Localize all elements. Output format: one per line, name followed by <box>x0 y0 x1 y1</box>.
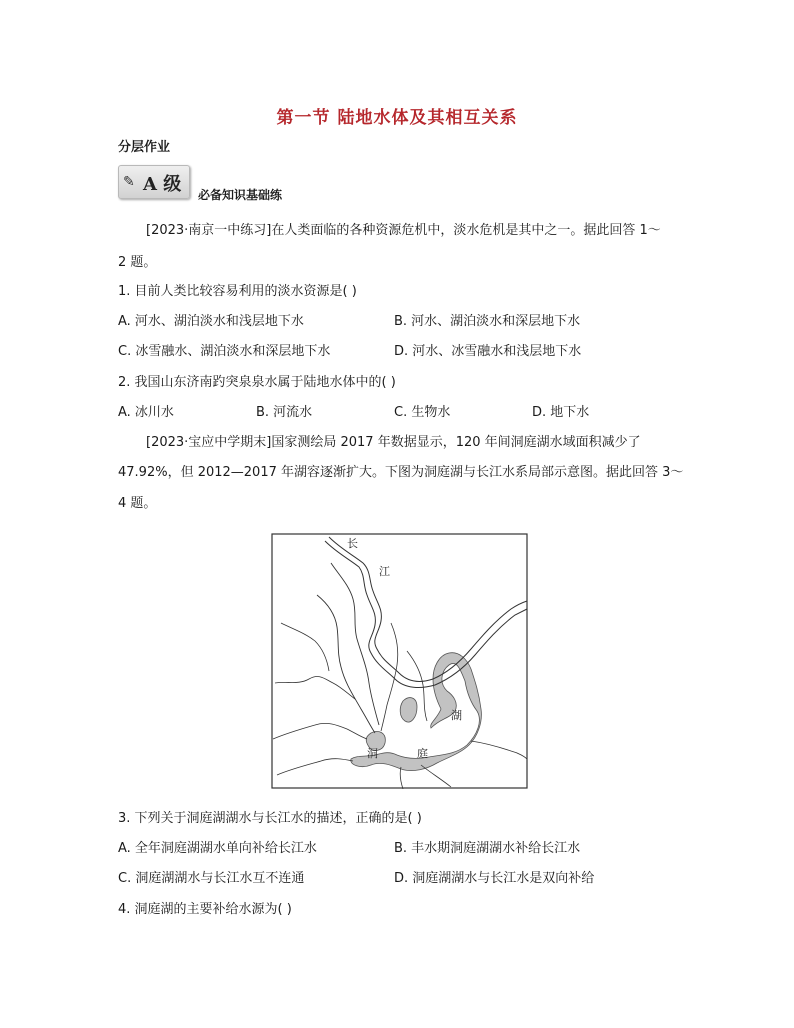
question-2-option-b[interactable]: B. 河流水 <box>256 405 313 420</box>
question-3-option-c[interactable]: C. 洞庭湖湖水与长江水互不连通 <box>118 871 305 886</box>
map-label-jiang: 江 <box>379 565 390 578</box>
page-title: 第一节 陆地水体及其相互关系 <box>276 108 518 128</box>
map-label-dong: 洞 <box>367 747 378 760</box>
question-4-stem: 4. 洞庭湖的主要补给水源为( ) <box>118 902 292 917</box>
map-label-chang: 长 <box>347 537 358 550</box>
map-label-hu: 湖 <box>451 709 462 722</box>
section-heading: 分层作业 <box>118 140 171 155</box>
question-2-stem: 2. 我国山东济南趵突泉泉水属于陆地水体中的( ) <box>118 375 396 390</box>
question-1-option-b[interactable]: B. 河水、湖泊淡水和深层地下水 <box>394 314 581 329</box>
question-3-option-a[interactable]: A. 全年洞庭湖湖水单向补给长江水 <box>118 841 317 856</box>
intro-2-line-3: 4 题。 <box>118 496 157 511</box>
level-subtitle: 必备知识基础练 <box>198 188 283 202</box>
level-badge-label: A 级 <box>143 174 182 195</box>
pencil-icon: ✎ <box>123 174 135 190</box>
dongting-yangtze-map <box>271 533 528 789</box>
map-label-ting: 庭 <box>417 747 428 760</box>
question-1-option-a[interactable]: A. 河水、湖泊淡水和浅层地下水 <box>118 314 304 329</box>
question-3-stem: 3. 下列关于洞庭湖湖水与长江水的描述，正确的是( ) <box>118 811 422 826</box>
question-3-option-d[interactable]: D. 洞庭湖湖水与长江水是双向补给 <box>394 871 595 886</box>
question-1-option-d[interactable]: D. 河水、冰雪融水和浅层地下水 <box>394 344 582 359</box>
map-frame <box>272 534 527 788</box>
intro-1-line-2: 2 题。 <box>118 255 157 270</box>
question-3-option-b[interactable]: B. 丰水期洞庭湖湖水补给长江水 <box>394 841 581 856</box>
intro-2-line-2: 47.92%，但 2012—2017 年湖容逐渐扩大。下图为洞庭湖与长江水系局部示意图。据此回答 3～ <box>118 465 684 480</box>
question-2-option-d[interactable]: D. 地下水 <box>532 405 590 420</box>
level-badge <box>118 165 190 199</box>
intro-2-line-1: [2023·宝应中学期末]国家测绘局 2017 年数据显示，120 年间洞庭湖水域面积减少了 <box>146 435 641 450</box>
intro-1-line-1: [2023·南京一中练习]在人类面临的各种资源危机中，淡水危机是其中之一。据此回答 1～ <box>146 223 661 238</box>
question-1-option-c[interactable]: C. 冰雪融水、湖泊淡水和深层地下水 <box>118 344 331 359</box>
question-1-stem: 1. 目前人类比较容易利用的淡水资源是( ) <box>118 284 357 299</box>
question-2-option-c[interactable]: C. 生物水 <box>394 405 451 420</box>
question-2-option-a[interactable]: A. 冰川水 <box>118 405 174 420</box>
